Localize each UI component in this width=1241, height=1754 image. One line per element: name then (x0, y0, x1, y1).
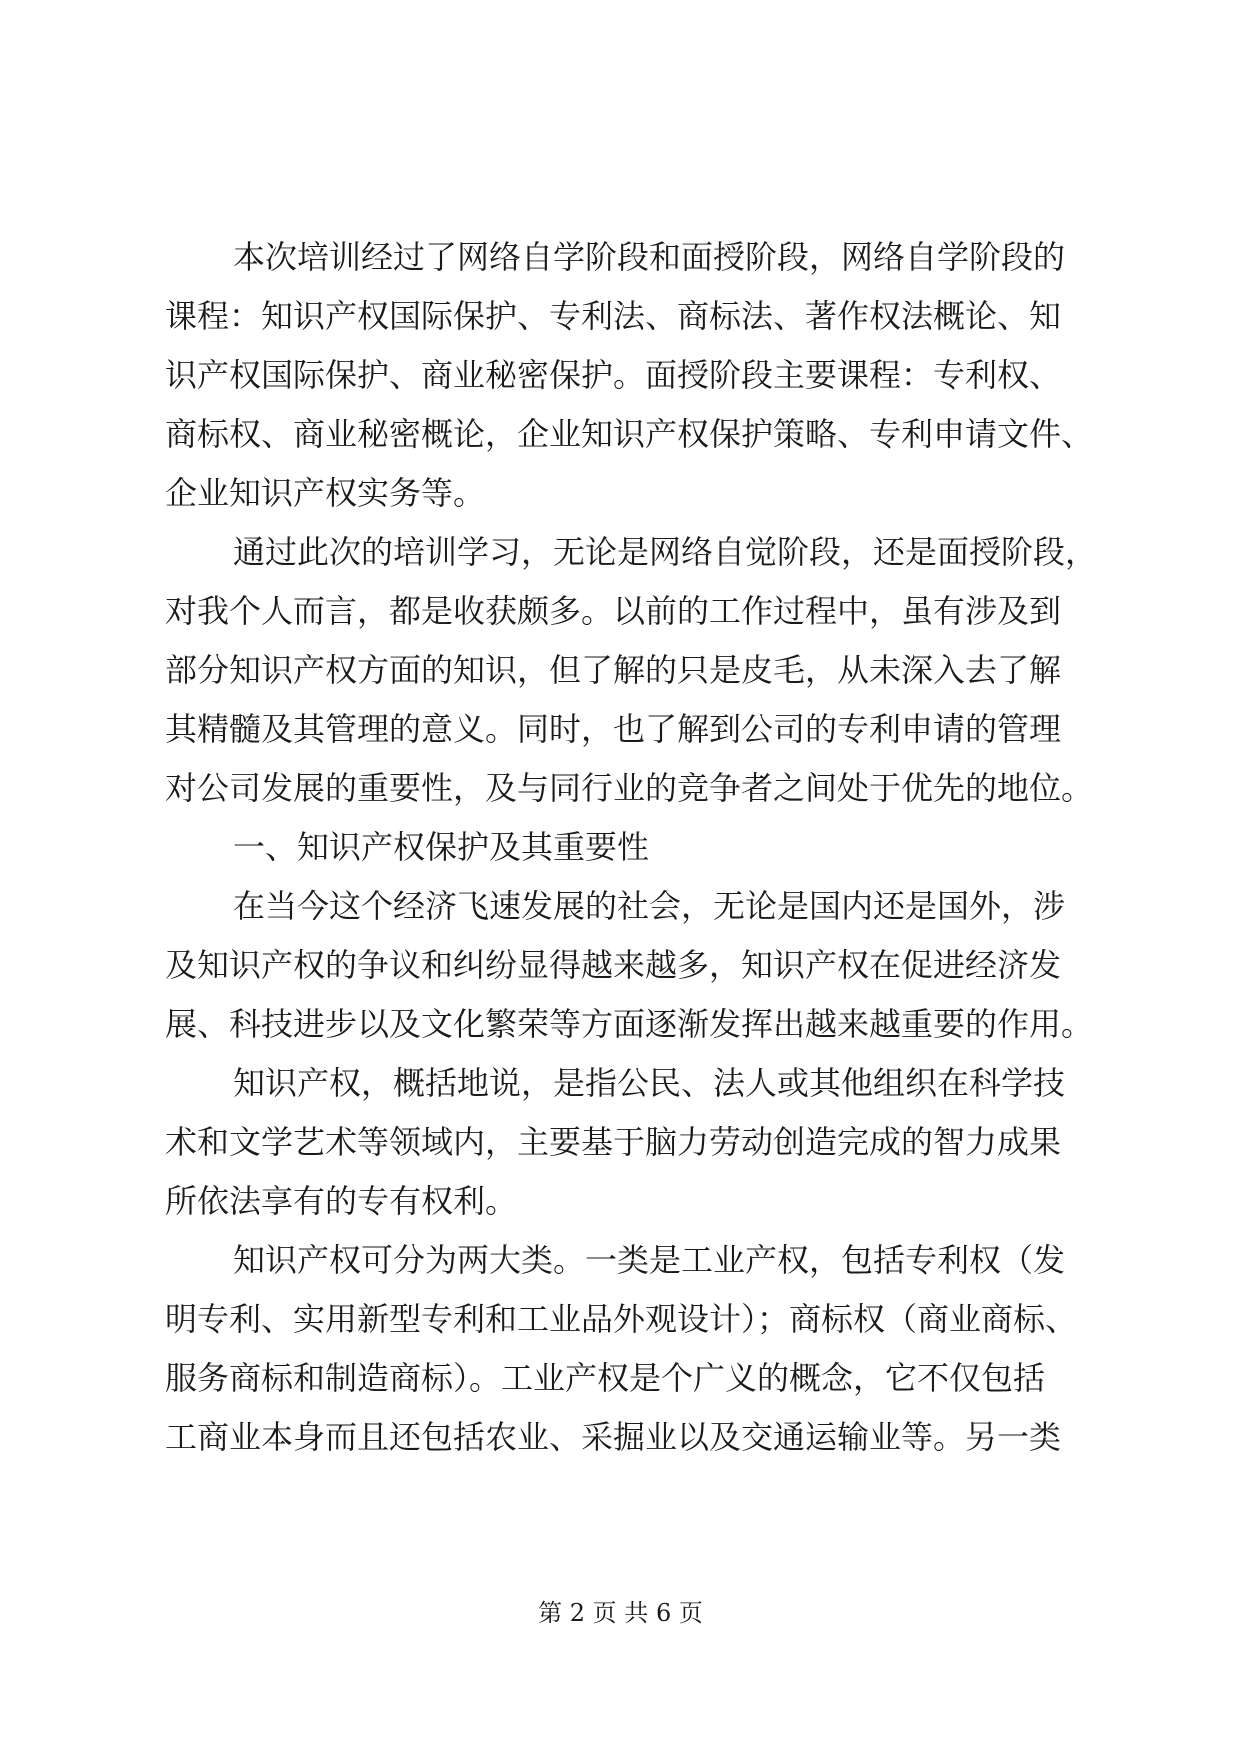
paragraph-line: 企业知识产权实务等。 (165, 474, 486, 512)
paragraph-line: 对我个人而言，都是收获颇多。以前的工作过程中，虽有涉及到 (165, 592, 1062, 630)
paragraph-line: 知识产权，概括地说，是指公民、法人或其他组织在科学技 (233, 1064, 1066, 1102)
paragraph-line: 商标权、商业秘密概论，企业知识产权保护策略、专利申请文件、 (165, 415, 1094, 453)
section-heading: 一、知识产权保护及其重要性 (233, 828, 650, 866)
paragraph-line: 展、科技进步以及文化繁荣等方面逐渐发挥出越来越重要的作用。 (165, 1005, 1094, 1043)
page-number-footer: 第 2 页 共 6 页 (538, 1599, 703, 1627)
paragraph-line: 术和文学艺术等领域内，主要基于脑力劳动创造完成的智力成果 (165, 1123, 1062, 1161)
paragraph-line: 所依法享有的专有权利。 (165, 1182, 518, 1220)
paragraph-line: 在当今这个经济飞速发展的社会，无论是国内还是国外，涉 (233, 887, 1066, 925)
paragraph-line: 课程：知识产权国际保护、专利法、商标法、著作权法概论、知 (165, 297, 1062, 335)
paragraph-line: 服务商标和制造商标）。工业产权是个广义的概念，它不仅包括 (165, 1359, 1046, 1397)
paragraph-line: 工商业本身而且还包括农业、采掘业以及交通运输业等。另一类 (165, 1418, 1062, 1456)
document-body (165, 228, 1098, 1467)
paragraph-line: 部分知识产权方面的知识，但了解的只是皮毛，从未深入去了解 (165, 651, 1062, 689)
paragraph-line: 明专利、实用新型专利和工业品外观设计）；商标权（商业商标、 (165, 1300, 1078, 1338)
paragraph-line: 及知识产权的争议和纠纷显得越来越多，知识产权在促进经济发 (165, 946, 1062, 984)
paragraph-line: 知识产权可分为两大类。一类是工业产权，包括专利权（发 (233, 1241, 1066, 1279)
paragraph-line: 对公司发展的重要性，及与同行业的竞争者之间处于优先的地位。 (165, 769, 1094, 807)
paragraph-line: 识产权国际保护、商业秘密保护。面授阶段主要课程：专利权、 (165, 356, 1062, 394)
paragraph-line: 通过此次的培训学习，无论是网络自觉阶段，还是面授阶段， (233, 533, 1098, 571)
paragraph-line: 本次培训经过了网络自学阶段和面授阶段，网络自学阶段的 (233, 238, 1066, 276)
paragraph-line: 其精髓及其管理的意义。同时，也了解到公司的专利申请的管理 (165, 710, 1062, 748)
